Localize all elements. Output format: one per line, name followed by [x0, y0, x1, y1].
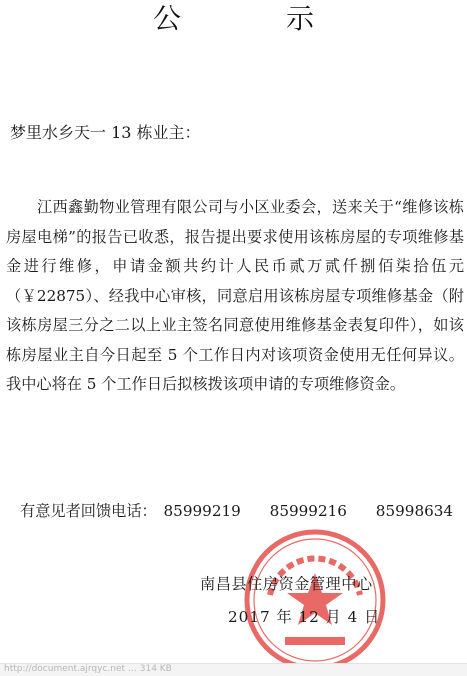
notice-title: 公 示	[153, 2, 362, 35]
footer-text: http://document.ajrqyc.net … 314 KB	[4, 664, 172, 674]
notice-body: 江西鑫勤物业管理有限公司与小区业委会，送来关于“维修该栋房屋电梯”的报告已收悉，报告提出要求使用该栋房屋的专项维修基金进行维修，申请金额共约计人民币贰万贰仟捌佰柒拾伍元（￥22875）、经我中心审核，同意启用该栋房屋专项维修基金（附该栋房屋三分之二以上业主签名同意使用维修基金表复印件），如该栋房屋业主自今日起至 5 个工作日内对该项资金使用无任何异议。我中心将在 5 个工作日后拟核拨该项申请的专项维修资金。	[6, 198, 464, 393]
issue-date: 2017 年 12 月 4 日	[228, 608, 381, 626]
phone-number: 85998634	[375, 502, 454, 520]
official-seal-stamp	[240, 525, 390, 675]
phone-number: 85999219	[163, 502, 241, 520]
seal-bottom-bar	[285, 637, 345, 645]
addressee: 梦里水乡天一 13 栋业主：	[10, 123, 201, 142]
phone-number: 85999216	[269, 502, 347, 520]
contact-label: 有意见者回馈电话：	[20, 502, 157, 520]
contact-line	[20, 500, 460, 522]
issuing-organization: 南昌县住房资金管理中心	[200, 575, 373, 593]
